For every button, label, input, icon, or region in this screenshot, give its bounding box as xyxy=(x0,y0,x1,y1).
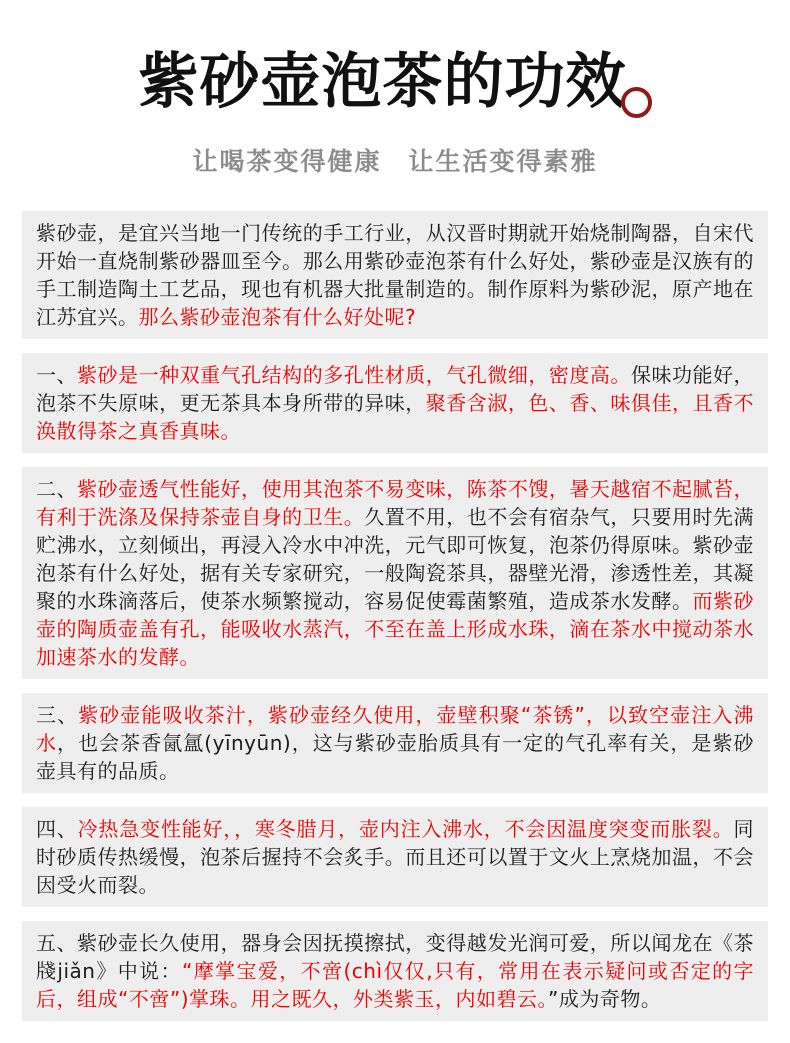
page-title: 紫砂壶泡茶的功效 xyxy=(138,47,627,117)
text-run-black: 四、 xyxy=(36,817,78,841)
text-run-black: ，也会茶香氤氲(yīnyūn)，这与紫砂壶胎质具有一定的气孔率有关，是紫砂壶具有的品质。 xyxy=(36,731,754,783)
page-title-row xyxy=(0,48,790,118)
page-header xyxy=(0,0,790,178)
text-run-black: 久置不用，也不会有宿杂气，只要用时先满贮沸水，立刻倾出，再浸入冷水中冲洗，元气即可恢复，泡茶仍得原味。紫砂壶泡茶有什么好处，据有关专家研究，一般陶瓷茶具，器壁光滑，渗透性差，其凝聚的水珠滴落后，使茶水频繁搅动，容易促使霉菌繁殖，造成茶水发酵。 xyxy=(36,505,755,613)
text-run-red: 冷热急变性能好，，寒冬腊月，壶内注入沸水，不会因温度突变而胀裂。 xyxy=(77,817,734,841)
article-body xyxy=(0,178,790,1043)
text-run-black: 五、紫砂壶长久使用，器身会因抚摸擦拭，变得越发光润可爱，所以闻龙在《茶牋jiǎn》中说： xyxy=(36,931,754,983)
text-run-black: 紫砂壶，是宜兴当地一门传统的手工行业，从汉晋时期就开始烧制陶器，自宋代开始一直烧制紫砂器皿至今。那么用紫砂壶泡茶有什么好处，紫砂壶是汉族有的手工制造陶土工艺品，现也有机器大批量制造的。制作原料为紫砂泥，原产地在江苏宜兴。 xyxy=(36,221,754,329)
text-run-red: 那么紫砂壶泡茶有什么好处呢? xyxy=(138,305,417,329)
paragraph-box-benefit-5 xyxy=(22,921,768,1021)
text-run-red: 紫砂是一种双重气孔结构的多孔性材质，气孔微细，密度高。 xyxy=(77,363,631,387)
paragraph-text xyxy=(36,815,754,899)
page-subtitle: 让喝茶变得健康 让生活变得素雅 xyxy=(192,147,598,176)
text-run-black: 保味功能好，泡茶不失原味，更无茶具本身所带的异味， xyxy=(36,363,755,415)
paragraph-box-intro xyxy=(22,211,768,339)
text-run-black: 同时砂质传热缓慢，泡茶后握持不会炙手。而且还可以置于文火上烹烧加温，不会因受火而裂。 xyxy=(36,817,755,897)
text-run-red: 而紫砂壶的陶质壶盖有孔，能吸收水蒸汽，不至在盖上形成水珠，滴在茶水中搅动茶水加速茶水的发酵。 xyxy=(36,589,755,669)
paragraph-box-benefit-2 xyxy=(22,467,768,679)
text-run-red: “摩掌宝爱，不啻(chì仅仅,只有，常用在表示疑问或否定的字后，组成“不啻”)掌珠。用之既久，外类紫玉，内如碧云。 xyxy=(36,959,755,1011)
text-run-black: 二、 xyxy=(36,477,78,501)
paragraph-text xyxy=(36,701,754,785)
paragraph-box-benefit-4 xyxy=(22,807,768,907)
text-run-red: 紫砂壶透气性能好，使用其泡茶不易变味，陈茶不馊，暑天越宿不起腻苔，有利于洗涤及保持茶壶自身的卫生。 xyxy=(36,477,755,529)
text-run-red: 聚香含淑，色、香、味俱佳，且香不涣散得茶之真香真味。 xyxy=(36,391,755,443)
text-run-black: ”成为奇物。 xyxy=(548,987,662,1011)
paragraph-text xyxy=(36,929,754,1013)
paragraph-text xyxy=(36,219,754,331)
red-circle-icon xyxy=(621,87,652,118)
text-run-black: 三、 xyxy=(36,703,79,727)
paragraph-text xyxy=(36,361,754,445)
paragraph-text xyxy=(36,475,754,671)
paragraph-box-benefit-1 xyxy=(22,353,768,453)
text-run-red: 紫砂壶能吸收茶汁，紫砂壶经久使用，壶壁积聚“茶锈”，以致空壶注入沸水 xyxy=(36,703,754,755)
paragraph-box-benefit-3 xyxy=(22,693,768,793)
text-run-black: 一、 xyxy=(36,363,78,387)
